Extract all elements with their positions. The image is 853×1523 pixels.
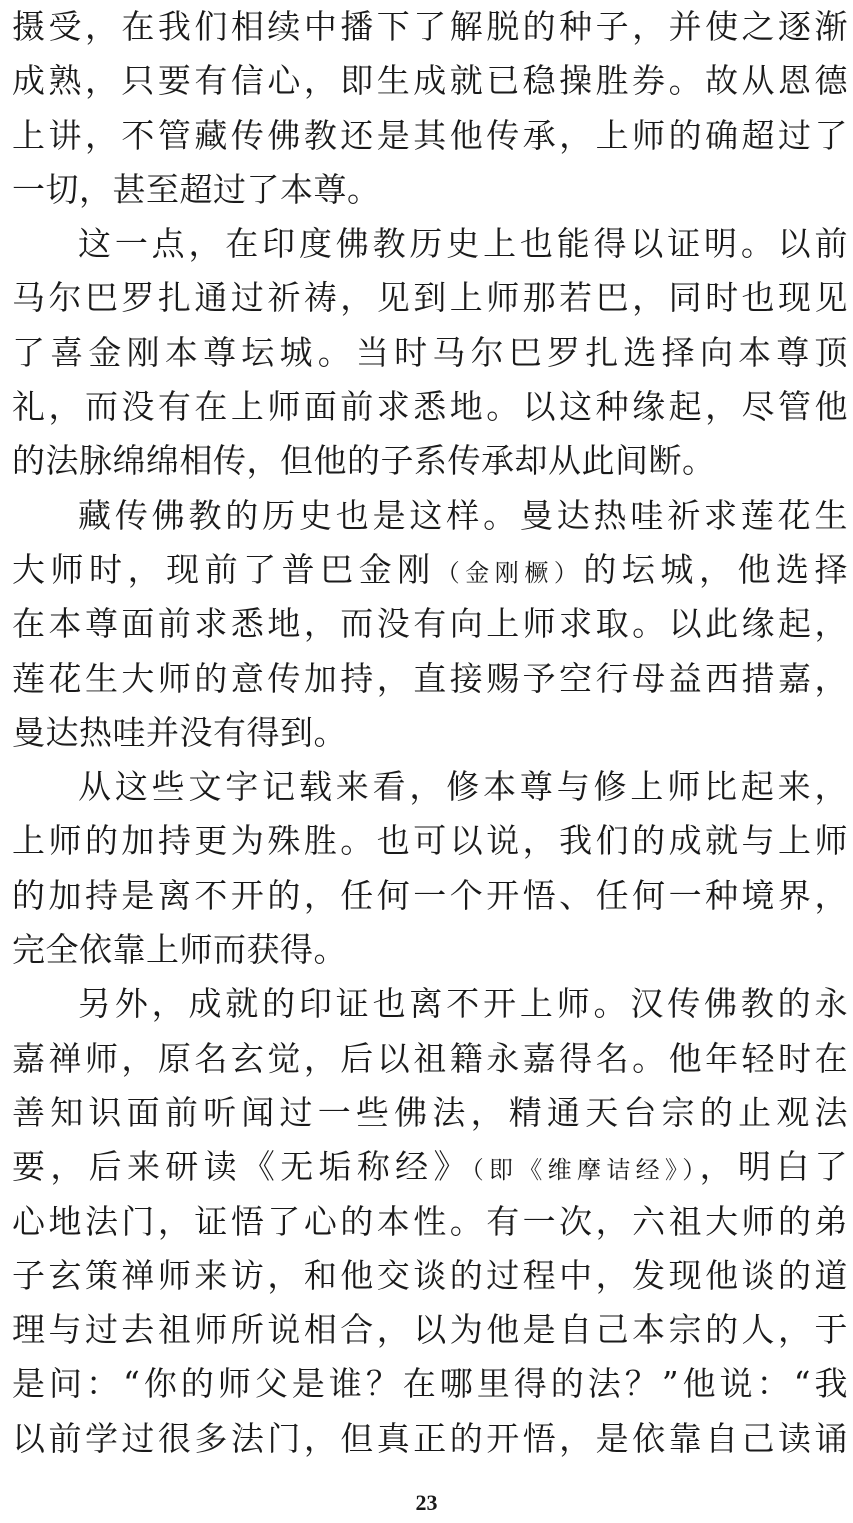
- text-line: 另外，成就的印证也离不开上师。汉传佛教的永: [78, 984, 848, 1024]
- text-line: 在本尊面前求悉地，而没有向上师求取。以此缘起，: [12, 604, 848, 644]
- text-line: 莲花生大师的意传加持，直接赐予空行母益西措嘉，: [12, 658, 848, 698]
- text-line: 完全依靠上师而获得。: [12, 930, 347, 970]
- page-number: 23: [415, 1490, 438, 1515]
- text-line: 善知识面前听闻过一些佛法，精通天台宗的止观法: [12, 1092, 848, 1132]
- text-line: 礼，而没有在上师面前求悉地。以这种缘起，尽管他: [12, 387, 848, 427]
- annotation-note: （即《维摩诘经》）: [471, 1156, 700, 1185]
- text-line: 心地法门，证悟了心的本性。有一次，六祖大师的弟: [12, 1201, 848, 1241]
- text-line: 摄受，在我们相续中播下了解脱的种子，并使之逐渐: [12, 7, 848, 46]
- text-line: 以前学过很多法门，但真正的开悟，是依靠自己读诵: [12, 1418, 848, 1458]
- text-line: 藏传佛教的历史也是这样。曼达热哇祈求莲花生: [78, 495, 848, 535]
- text-line: 从这些文字记载来看，修本尊与修上师比起来，: [78, 767, 848, 807]
- text-line: 的加持是离不开的，任何一个开悟、任何一种境界，: [12, 875, 848, 915]
- text-line: 曼达热哇并没有得到。: [12, 712, 347, 752]
- text-line: 了喜金刚本尊坛城。当时马尔巴罗扎选择向本尊顶: [12, 332, 848, 372]
- text-line: 上师的加持更为殊胜。也可以说，我们的成就与上师: [12, 821, 848, 861]
- text-line: 大师时，现前了普巴金刚（金刚橛）的坛城，他选择: [12, 549, 849, 589]
- text-line: 成熟，只要有信心，即生成就已稳操胜券。故从恩德: [12, 61, 848, 101]
- text-line: 要，后来研读《无垢称经》（即《维摩诘经》），明白了: [12, 1147, 848, 1187]
- annotation-note: （金刚橛）: [435, 558, 584, 587]
- text-line: 上讲，不管藏传佛教还是其他传承，上师的确超过了: [12, 115, 848, 155]
- text-line: 是问：“你的师父是谁？在哪里得的法？”他说：“我: [12, 1364, 848, 1404]
- body-text: [12, 0, 848, 1466]
- text-line: 一切，甚至超过了本尊。: [12, 169, 381, 209]
- text-line: 子玄策禅师来访，和他交谈的过程中，发现他谈的道: [12, 1255, 848, 1295]
- text-line: 嘉禅师，原名玄觉，后以祖籍永嘉得名。他年轻时在: [12, 1038, 848, 1078]
- text-line: 的法脉绵绵相传，但他的子系传承却从此间断。: [12, 441, 716, 481]
- text-line: 马尔巴罗扎通过祈祷，见到上师那若巴，同时也现见: [12, 278, 848, 318]
- text-line: 理与过去祖师所说相合，以为他是自己本宗的人，于: [12, 1310, 848, 1350]
- text-line: 这一点，在印度佛教历史上也能得以证明。以前: [78, 224, 848, 264]
